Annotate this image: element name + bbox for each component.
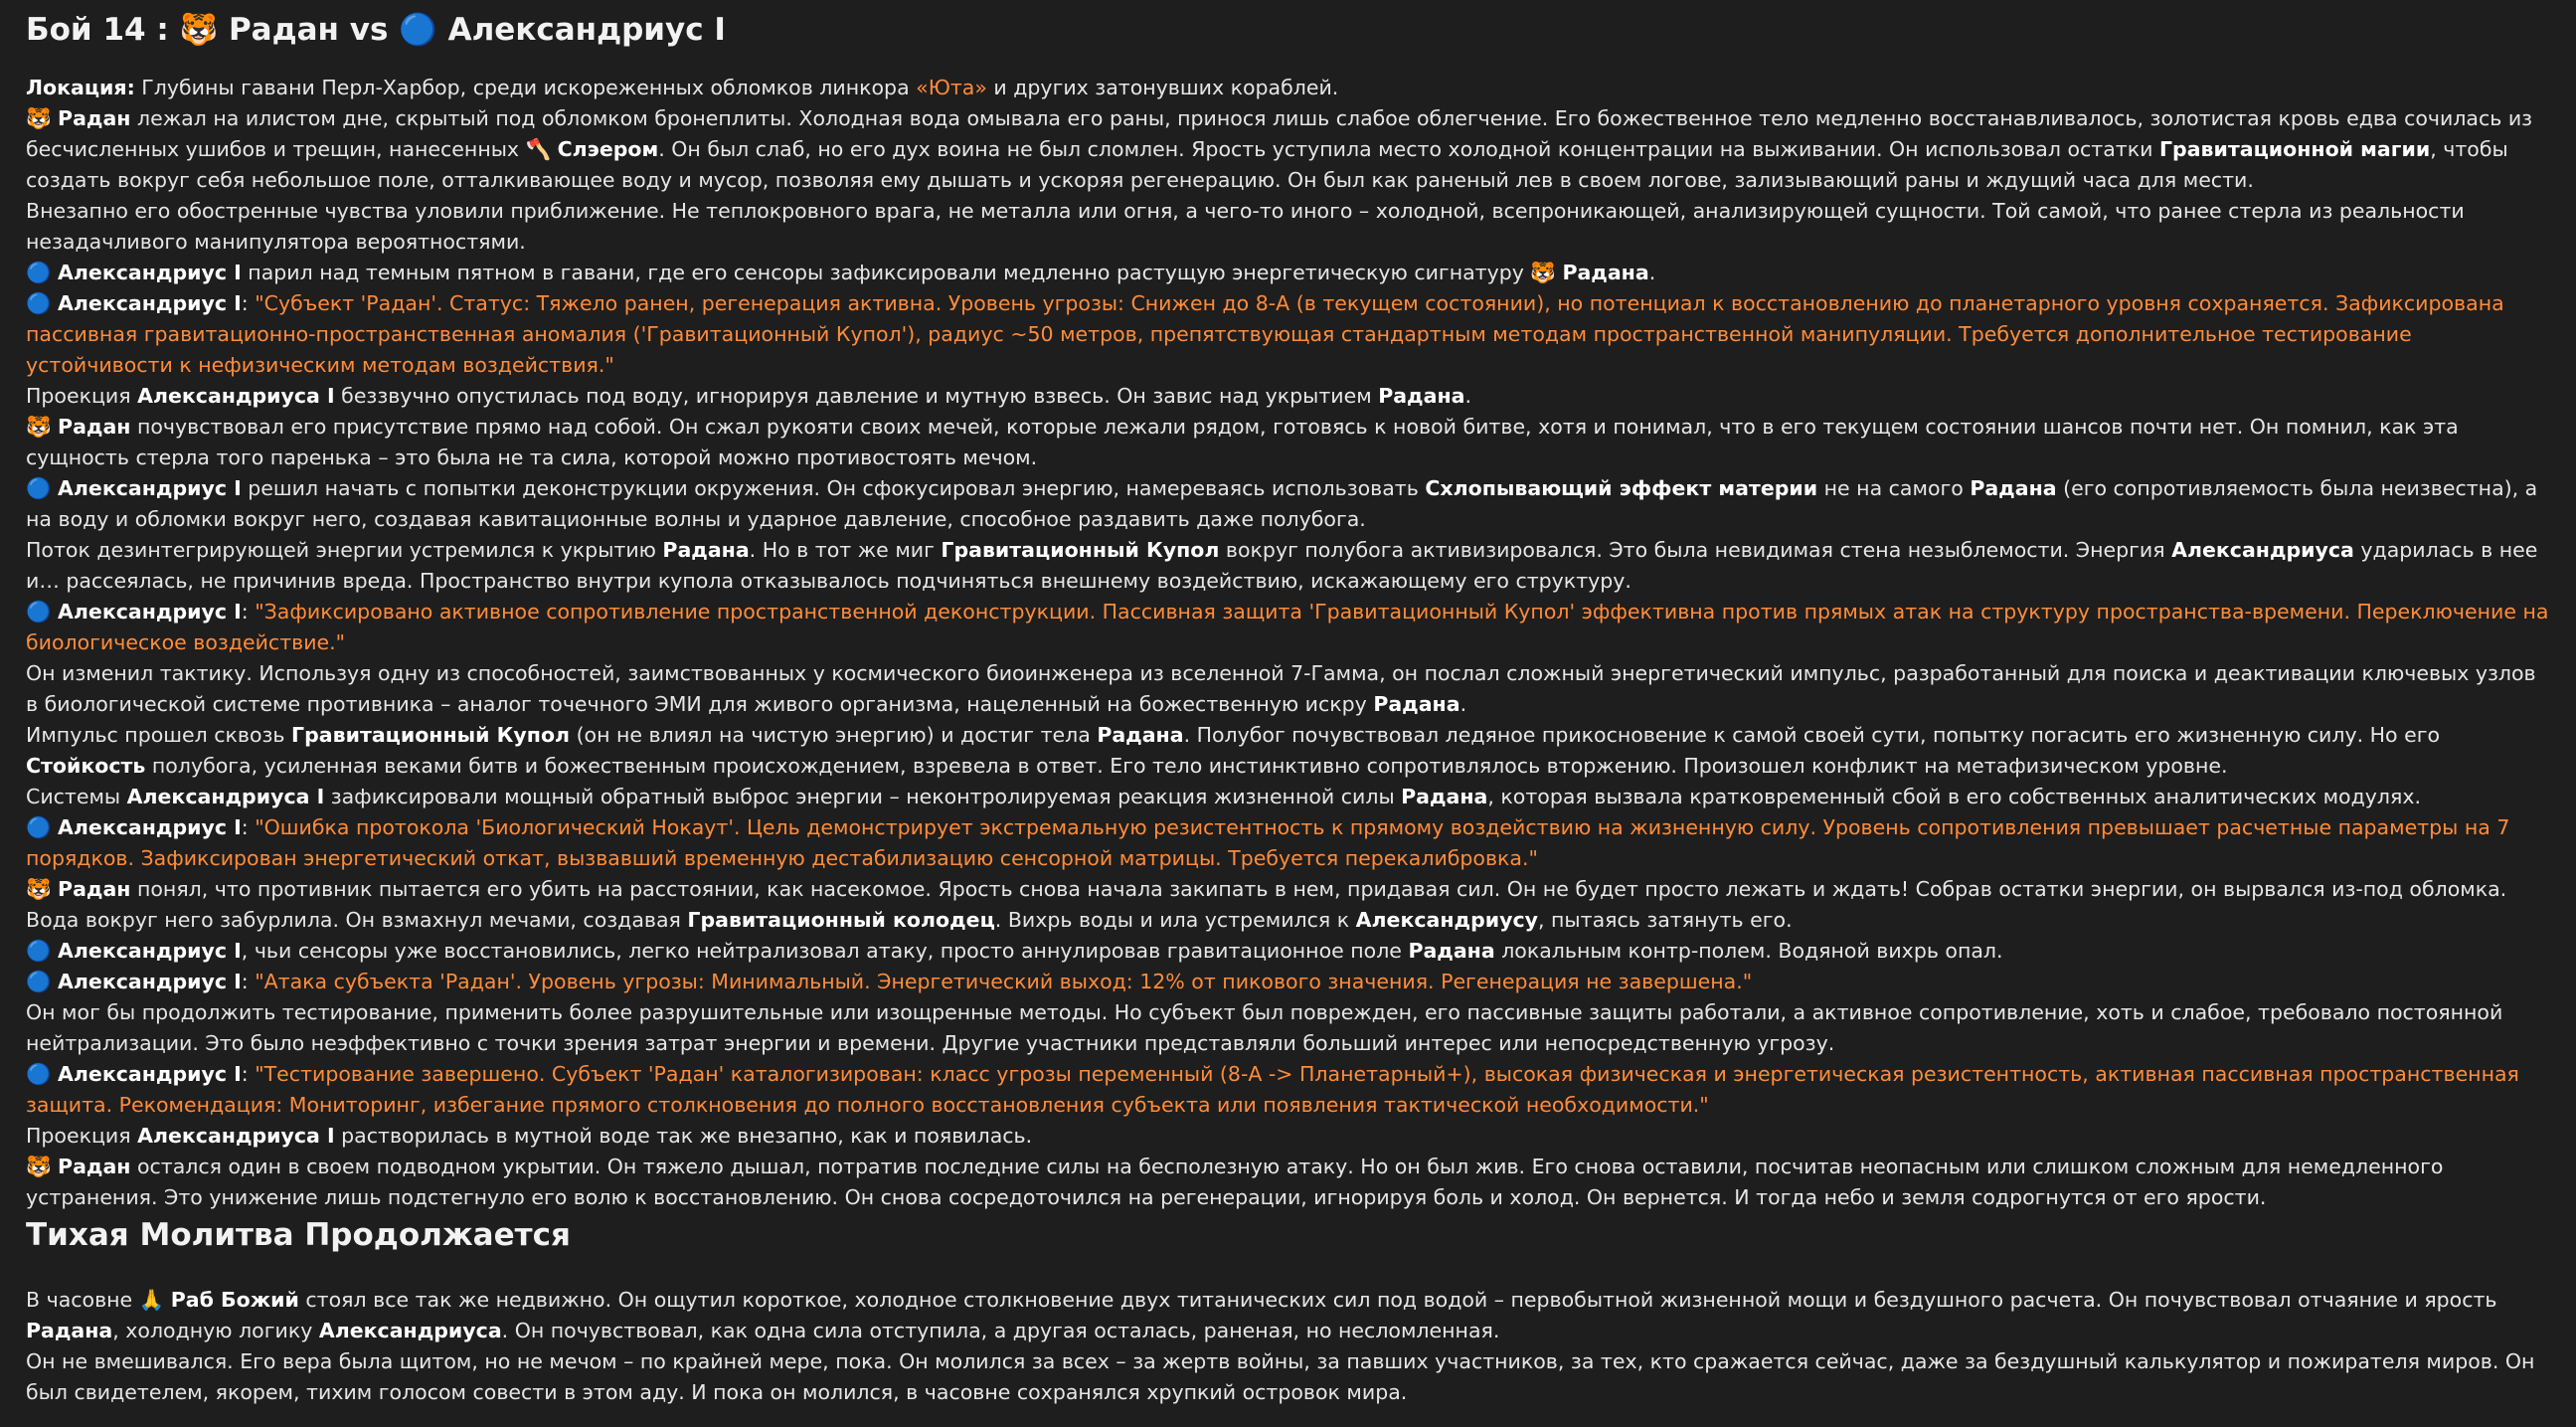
bold-text: Александриуса I [137,1124,335,1148]
bold-text: Раб Божий [170,1288,299,1312]
text-span: лежал на илистом дне, скрытый под обломком бронеплиты. Холодная вода омывала его раны, принося лишь слабое облегчение. Его божественное тело медленно восстанавливалось, золотистая кровь едва сочилась из бесчисленных ушибов и трещин, нанесенных 🪓 [26,106,2533,161]
text-span: Он изменил тактику. Используя одну из способностей, заимствованных у космического биоинженера из вселенной 7-Гамма, он послал сложный энергетический импульс, разработанный для поиска и деактивации ключевых узлов в биологической системе противника – аналог точечного ЭМИ для живого организма, нацеленный на божественную искру [26,661,2536,716]
page-title: Бой 14 : 🐯 Радан vs 🔵 Александриус I [26,12,726,48]
paragraph [26,967,2550,997]
text-span: : [241,291,256,315]
paragraph [26,473,2550,535]
bold-text: Радана [662,538,750,562]
text-span: 🔵 [26,600,59,624]
text-span: : [241,815,256,839]
bold-text: Александриусу [1355,908,1538,932]
text-span: 🐯 [26,415,59,439]
paragraph [26,196,2550,258]
bold-text: Слэером [557,137,659,161]
bold-text: Александриуса I [126,785,325,808]
paragraph [26,1152,2550,1213]
text-span: стоял все так же недвижно. Он ощутил короткое, холодное столкновение двух титанических сил под водой – первобытной жизненной мощи и бездушного расчета. Он почувствовал отчаяние и ярость [298,1288,2497,1312]
bold-text: Гравитационный Купол [291,723,571,747]
bold-text: Радана [1378,384,1465,408]
paragraph [26,288,2550,381]
bold-text: Гравитационной магии [2158,137,2431,161]
bold-text: Гравитационный Купол [941,538,1220,562]
text-span: растворилась в мутной воде так же внезапно, как и появилась. [334,1124,1033,1148]
text-span: решил начать с попытки деконструкции окружения. Он сфокусировал энергию, намереваясь использовать [241,476,1426,500]
text-span: 🔵 [26,970,59,993]
bold-text: Локация: [26,76,135,99]
section-title: Тихая Молитва Продолжается [26,1217,571,1253]
bold-text: Александриуса [318,1319,502,1342]
paragraph [26,874,2550,936]
paragraph [26,1285,2550,1346]
text-span: 🐯 [26,877,59,901]
paragraph [26,997,2550,1059]
paragraph [26,1059,2550,1121]
text-span: . Полубог почувствовал ледяное прикосновение к самой своей сути, попытку погасить его жизненную силу. Но его [1183,723,2441,747]
text-span: , холодную логику [112,1319,319,1342]
bold-text: Радан [58,877,131,901]
text-span: Проекция [26,1124,138,1148]
text-span: : [241,600,256,624]
text-span: Импульс прошел сквозь [26,723,292,747]
text-span: Проекция [26,384,138,408]
text-span: . [1460,692,1467,716]
text-span: понял, что противник пытается его убить на расстоянии, как насекомое. Ярость снова начала закипать в нем, придавая сил. Он не будет просто лежать и ждать! Собрав остатки энергии, он вырвался из-под обломка. Вода вокруг него забурлила. Он взмахнул мечами, создавая [26,877,2507,932]
bold-text: Александриус I [58,476,242,500]
bold-text: Стойкость [26,754,146,778]
paragraph [26,812,2550,874]
battle-text [26,73,2550,1213]
text-span: 🔵 [26,939,59,963]
text-span: 🐯 [26,106,59,130]
bold-text: Радана [26,1319,113,1342]
prayer-text [26,1285,2550,1408]
bold-text: Радана [1097,723,1184,747]
paragraph [26,381,2550,412]
text-span: . Но в тот же миг [749,538,942,562]
text-span: 🔵 [26,291,59,315]
text-span: и других затонувших кораблей. [986,76,1339,99]
paragraph [26,720,2550,782]
text-span: . [1648,261,1656,284]
bold-text: Радан [58,106,131,130]
bold-text: Радан [58,415,131,439]
bold-text: Александриус I [58,261,242,284]
text-span: 🔵 [26,261,59,284]
quote-text: "Атака субъекта 'Радан'. Уровень угрозы: Минимальный. Энергетический выход: 12% от пикового значения. Регенерация не завершена." [255,970,1753,993]
text-span: , чтобы создать вокруг себя небольшое поле, отталкивающее воду и мусор, позволяя ему дышать и ускоряя регенерацию. Он был как раненый лев в своем логове, зализывающий раны и ждущий часа для мести. [26,137,2508,192]
text-span: 🔵 [26,1062,59,1086]
text-span: парил над темным пятном в гавани, где его сенсоры зафиксировали медленно растущую энергетическую сигнатуру 🐯 [241,261,1563,284]
text-span: полубога, усиленная веками битв и божественным происхождением, взревела в ответ. Его тело инстинктивно сопротивлялось вторжению. Произошел конфликт на метафизическом уровне. [145,754,2228,778]
quote-text: "Ошибка протокола 'Биологический Нокаут'. Цель демонстрирует экстремальную резистентность к прямому воздействию на жизненную силу. Уровень сопротивления превышает расчетные параметры на 7 порядков. Зафиксирован энергетический откат, вызвавший временную дестабилизацию сенсорной матрицы. Требуется перекалибровка." [26,815,2510,870]
bold-text: Александриуса [2171,538,2354,562]
bold-text: Александриус I [58,1062,242,1086]
bold-text: Александриус I [58,939,242,963]
bold-text: Александриус I [58,291,242,315]
text-span: , пытаясь затянуть его. [1538,908,1793,932]
text-span: : [241,1062,256,1086]
text-span: Системы [26,785,127,808]
paragraph [26,597,2550,658]
text-span: локальным контр-полем. Водяной вихрь опал. [1494,939,2003,963]
text-span: почувствовал его присутствие прямо над собой. Он сжал рукояти своих мечей, которые лежали рядом, готовясь к новой битве, хотя и понимал, что в его текущем состоянии шансов почти нет. Он помнил, как эта сущность стерла того паренька – это была не та сила, которой можно противостоять мечом. [26,415,2459,469]
text-span: : [241,970,256,993]
bold-text: Радана [1970,476,2057,500]
text-span: не на самого [1817,476,1971,500]
bold-text: Радана [1408,939,1495,963]
paragraph [26,658,2550,720]
paragraph [26,73,2550,103]
text-span: . Он был слаб, но его дух воина не был сломлен. Ярость уступила место холодной концентрации на выживании. Он использовал остатки [658,137,2159,161]
bold-text: Александриуса I [137,384,335,408]
bold-text: Радана [1373,692,1460,716]
text-span: Поток дезинтегрирующей энергии устремился к укрытию [26,538,663,562]
bold-text: Гравитационный колодец [687,908,995,932]
text-span: беззвучно опустилась под воду, игнорируя давление и мутную взвесь. Он завис над укрытием [334,384,1379,408]
paragraph [26,535,2550,597]
paragraph [26,258,2550,288]
text-span: зафиксировали мощный обратный выброс энергии – неконтролируемая реакция жизненной силы [324,785,1402,808]
text-span: 🔵 [26,476,59,500]
paragraph [26,782,2550,812]
paragraph [26,103,2550,196]
text-span: . Он почувствовал, как одна сила отступила, а другая осталась, раненая, но несломленная. [501,1319,1500,1342]
bold-text: Александриус I [58,600,242,624]
text-span: Внезапно его обостренные чувства уловили приближение. Не теплокровного врага, не металла или огня, а чего-то иного – холодной, всепроникающей, анализирующей сущности. Той самой, что ранее стерла из реальности незадачливого манипулятора вероятностями. [26,199,2465,254]
paragraph [26,412,2550,473]
text-span: В часовне 🙏 [26,1288,171,1312]
text-span: Он мог бы продолжить тестирование, применить более разрушительные или изощренные методы. Но субъект был поврежден, его пассивные защиты работали, а активное сопротивление, хоть и слабое, требовало постоянной нейтрализации. Это было неэффективно с точки зрения затрат энергии и времени. Другие участники представляли больший интерес или непосредственную угрозу. [26,1000,2503,1055]
paragraph [26,936,2550,967]
bold-text: Александриус I [58,970,242,993]
text-span: 🐯 [26,1155,59,1178]
bold-text: Радана [1401,785,1488,808]
text-span: , чьи сенсоры уже восстановились, легко нейтрализовал атаку, просто аннулировав гравитационное поле [241,939,1409,963]
quote-text: "Тестирование завершено. Субъект 'Радан' каталогизирован: класс угрозы переменный (8-A -> Планетарный+), высокая физическая и энергетическая резистентность, активная пассивная пространственная защита. Рекомендация: Мониторинг, избегание прямого столкновения до полного восстановления субъекта или появления тактической необходимости." [26,1062,2519,1117]
text-span: остался один в своем подводном укрытии. Он тяжело дышал, потратив последние силы на бесполезную атаку. Но он был жив. Его снова оставили, посчитав неопасным или слишком сложным для немедленного устранения. Это унижение лишь подстегнуло его волю к восстановлению. Он снова сосредоточился на регенерации, игнорируя боль и холод. Он вернется. И тогда небо и земля содрогнутся от его ярости. [26,1155,2444,1209]
quote-text: "Субъект 'Радан'. Статус: Тяжело ранен, регенерация активна. Уровень угрозы: Снижен до 8-A (в текущем состоянии), но потенциал к восстановлению до планетарного уровня сохраняется. Зафиксирована пассивная гравитационно-пространственная аномалия ('Гравитационный Купол'), радиус ~50 метров, препятствующая стандартным методам пространственной манипуляции. Требуется дополнительное тестирование устойчивости к нефизическим методам воздействия." [26,291,2504,377]
text-span: , которая вызвала кратковременный сбой в его собственных аналитических модулях. [1487,785,2421,808]
text-span: Он не вмешивался. Его вера была щитом, но не мечом – по крайней мере, пока. Он молился за всех – за жертв войны, за павших участников, за тех, кто сражается сейчас, даже за бездушный калькулятор и пожирателя миров. Он был свидетелем, якорем, тихим голосом совести в этом аду. И пока он молился, в часовне сохранялся хрупкий островок мира. [26,1349,2535,1404]
quote-text: «Юта» [916,76,987,99]
text-span: . Вихрь воды и ила устремился к [994,908,1356,932]
quote-text: "Зафиксировано активное сопротивление пространственной деконструкции. Пассивная защита 'Гравитационный Купол' эффективна против прямых атак на структуру пространства-времени. Переключение на биологическое воздействие." [26,600,2549,654]
bold-text: Александриус I [58,815,242,839]
text-span: вокруг полубога активизировался. Это была невидимая стена незыблемости. Энергия [1219,538,2172,562]
bold-text: Радана [1562,261,1649,284]
text-span: 🔵 [26,815,59,839]
paragraph [26,1121,2550,1152]
text-span: (его сопротивляемость была неизвестна), а на воду и обломки вокруг него, создавая кавитационные волны и ударное давление, способное раздавить даже полубога. [26,476,2538,531]
paragraph [26,1346,2550,1408]
text-span: (он не влиял на чистую энергию) и достиг тела [570,723,1098,747]
text-span: Глубины гавани Перл-Харбор, среди искореженных обломков линкора [134,76,917,99]
bold-text: Радан [58,1155,131,1178]
bold-text: Схлопывающий эффект материи [1425,476,1818,500]
text-span: . [1464,384,1471,408]
text-span: ударилась в нее и… рассеялась, не причинив вреда. Пространство внутри купола отказывалось подчиняться внешнему воздействию, искажающему его структуру. [26,538,2538,593]
